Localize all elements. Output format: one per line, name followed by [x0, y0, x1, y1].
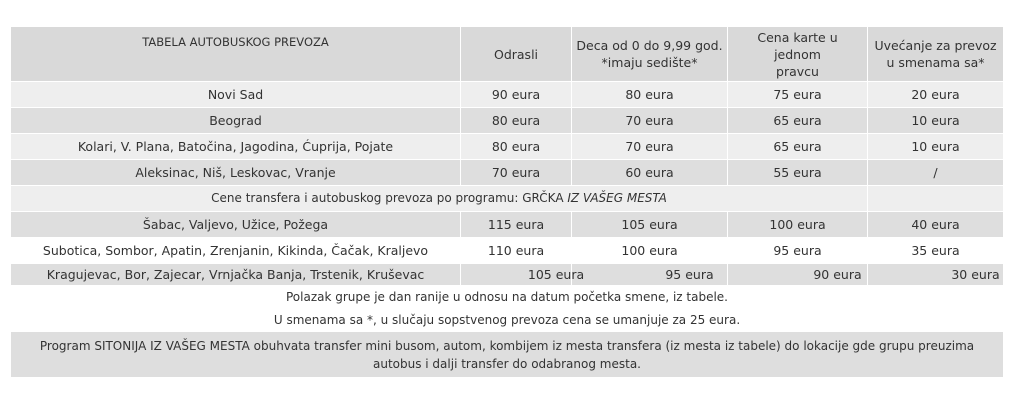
city-cell: Šabac, Valjevo, Užice, Požega: [11, 212, 461, 238]
city-cell: Subotica, Sombor, Apatin, Zrenjanin, Kikinda, Čačak, Kraljevo: [11, 238, 461, 264]
adults-price-value: 105 eura: [527, 267, 585, 282]
kids-price-cell: 100 eura: [572, 238, 728, 264]
table-row: [11, 212, 1004, 238]
city-cell: Kolari, V. Plana, Batočina, Jagodina, Ćuprija, Pojate: [11, 134, 461, 160]
header-adults: Odrasli: [461, 27, 572, 82]
oneway-price-cell: 65 eura: [728, 108, 868, 134]
oneway-price-cell: 95 eura: [728, 238, 868, 264]
note-departure: Polazak grupe je dan ranije u odnosu na datum početka smene, iz tabele.: [11, 286, 1004, 309]
increase-price-cell: 10 eura: [868, 108, 1004, 134]
section-title-empty-cell: [868, 186, 1004, 212]
table-row: [11, 238, 1004, 264]
increase-price-cell: /: [868, 160, 1004, 186]
increase-price-cell: [868, 264, 1004, 286]
header-kids: [572, 27, 728, 82]
note-row: [11, 309, 1004, 332]
kids-price-cell: 80 eura: [572, 82, 728, 108]
transport-price-table: [10, 26, 1004, 378]
oneway-price-cell: 65 eura: [728, 134, 868, 160]
increase-price-cell: 35 eura: [868, 238, 1004, 264]
increase-price-cell: 10 eura: [868, 134, 1004, 160]
header-increase-line1: Uvećanje za prevoz: [874, 38, 997, 53]
note-own-transport: U smenama sa *, u slučaju sopstvenog prevoza cena se umanjuje za 25 eura.: [11, 309, 1004, 332]
table-row: [11, 160, 1004, 186]
note-row: [11, 286, 1004, 309]
increase-price-cell: 20 eura: [868, 82, 1004, 108]
adults-price-cell: 80 eura: [461, 108, 572, 134]
table-row: [11, 134, 1004, 160]
transport-price-table-container: [10, 26, 1003, 378]
oneway-price-cell: 55 eura: [728, 160, 868, 186]
section-title-row: [11, 186, 1004, 212]
header-kids-line1: Deca od 0 do 9,99 god.: [576, 38, 723, 53]
increase-price-cell: 40 eura: [868, 212, 1004, 238]
header-oneway-line1: Cena karte u jednom: [757, 29, 838, 62]
adults-price-cell: 115 eura: [461, 212, 572, 238]
city-cell: Kragujevac, Bor, Zajecar, Vrnjačka Banja, Trstenik, Kruševac: [11, 264, 461, 286]
kids-price-cell: 60 eura: [572, 160, 728, 186]
table-header-row: [11, 27, 1004, 82]
adults-price-cell: [461, 264, 585, 286]
section-title: [11, 186, 868, 212]
section-title-prefix: Cene transfera i autobuskog prevoza po programu: GRČKA: [211, 191, 568, 205]
header-kids-line2: *imaju sedište*: [601, 55, 698, 70]
city-cell: Beograd: [11, 108, 461, 134]
kids-price-cell: [572, 264, 728, 286]
kids-price-value: 95 eura: [665, 267, 714, 282]
kids-price-cell: 105 eura: [572, 212, 728, 238]
table-row: [11, 264, 1004, 286]
table-row: [11, 82, 1004, 108]
header-oneway: [728, 27, 868, 82]
program-note-row: [11, 332, 1004, 378]
adults-price-cell: 80 eura: [461, 134, 572, 160]
increase-price-value: 30 eura: [951, 267, 1000, 282]
header-table-title: TABELA AUTOBUSKOG PREVOZA: [11, 27, 461, 82]
oneway-price-cell: 75 eura: [728, 82, 868, 108]
adults-price-cell: 90 eura: [461, 82, 572, 108]
header-oneway-line2: pravcu: [776, 63, 819, 79]
oneway-price-cell: [728, 264, 868, 286]
adults-price-cell: 70 eura: [461, 160, 572, 186]
city-cell: Novi Sad: [11, 82, 461, 108]
oneway-price-cell: 100 eura: [728, 212, 868, 238]
city-cell: Aleksinac, Niš, Leskovac, Vranje: [11, 160, 461, 186]
program-note: Program SITONIJA IZ VAŠEG MESTA obuhvata transfer mini busom, autom, kombijem iz mesta transfera (iz mesta iz tabele) do lokacije gde grupu preuzima autobus i dalji transfer do odabranog mesta.: [11, 332, 1004, 378]
header-increase-line2: u smenama sa*: [886, 55, 985, 70]
kids-price-cell: 70 eura: [572, 108, 728, 134]
adults-price-cell: 110 eura: [461, 238, 572, 264]
oneway-price-value: 90 eura: [813, 267, 862, 282]
header-increase: [868, 27, 1004, 82]
kids-price-cell: 70 eura: [572, 134, 728, 160]
section-title-italic: IZ VAŠEG MESTA: [567, 191, 667, 205]
table-row: [11, 108, 1004, 134]
